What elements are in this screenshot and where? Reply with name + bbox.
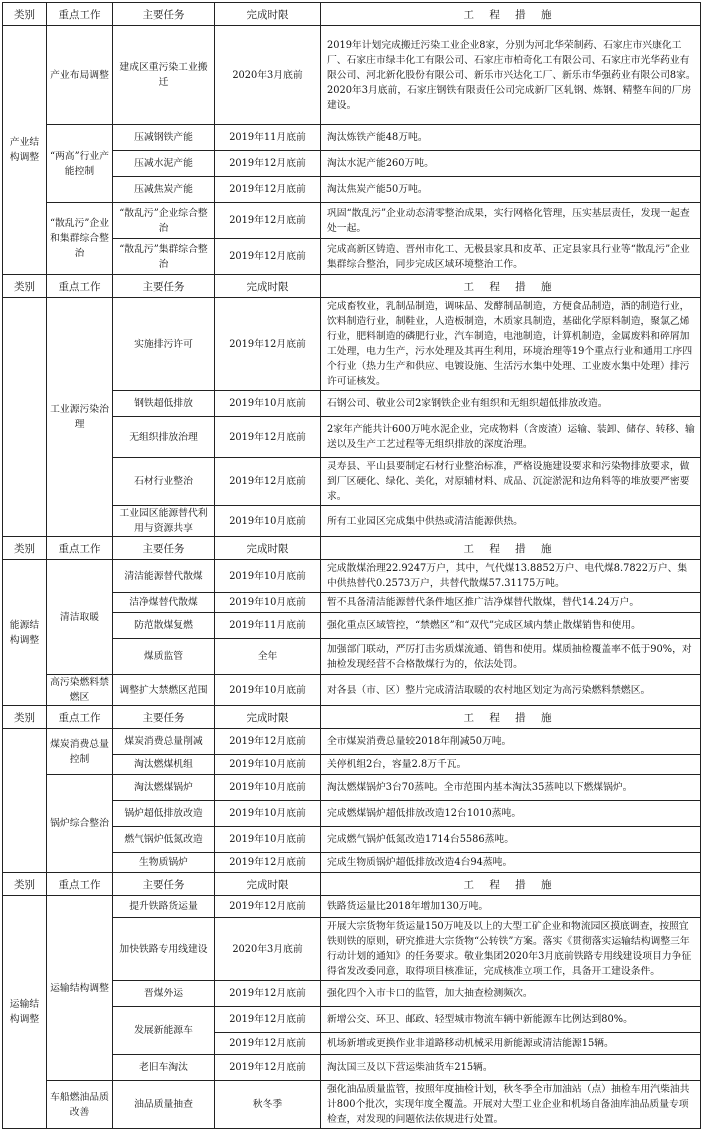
measures-cell: 石钢公司、敬业公司2家钢铁企业有组织和无组织超低排放改造。 bbox=[321, 391, 701, 417]
category-cell: 运输结构调整 bbox=[3, 896, 47, 1129]
deadline-cell: 2019年12月底前 bbox=[215, 177, 321, 203]
key-work-cell: 车船燃油品质改善 bbox=[47, 1081, 113, 1129]
table-row bbox=[3, 560, 701, 593]
task-cell: “散乱污”企业综合整治 bbox=[113, 203, 215, 239]
measures-cell: 完成畜牧业，乳制品制造，调味品、发酵制品制造，方便食品制造，酒的制造行业，饮料制造行业，制鞋业，人造板制造，木质家具制造，基础化学原料制造，聚氯乙烯行业，肥料制造的磷肥行业，汽车制造，电池制造，计算机制造，金属废料和碎屑加工处理，电力生产，污水处理及其再生利用，环境治理等19个重点行业和通用工序四个行业（热力生产和供应、电镀设施、生活污水集中处理、工业废水集中处理）排污许可证核发。 bbox=[321, 298, 701, 391]
table-row bbox=[3, 1081, 701, 1129]
column-header: 工 程 措 施 bbox=[321, 873, 701, 896]
table-header-row bbox=[3, 873, 701, 896]
table-header-row bbox=[3, 537, 701, 560]
key-work-cell: “两高”行业产能控制 bbox=[47, 125, 113, 203]
measures-cell: 淘汰国三及以下营运柴油货车215辆。 bbox=[321, 1055, 701, 1081]
deadline-cell: 2019年10月底前 bbox=[215, 391, 321, 417]
category-cell: 产业结构调整 bbox=[3, 26, 47, 275]
key-work-cell: 锅炉综合整治 bbox=[47, 775, 113, 873]
table-row bbox=[3, 675, 701, 706]
measures-cell: 开展大宗货物年货运量150万吨及以上的大型工矿企业和物流园区摸底调查，按照宜铁则铁的原则，研究推进大宗货物“公转铁”方案。落实《贯彻落实运输结构调整三年行动计划的通知》的任务要求。敬业集团2020年3月底前铁路专用线建设项目力争征得省发改委同意，取得项目核准证，完成核准立项工作，具备开工建设条件。 bbox=[321, 918, 701, 981]
measures-cell: 完成散煤治理22.9247万户，其中，气代煤13.8852万户、电代煤8.7822万户、集中供热替代0.2573万户，共替代散煤57.31175万吨。 bbox=[321, 560, 701, 593]
measures-cell: 新增公交、环卫、邮政、轻型城市物流车辆中新能源车比例达到80%。 bbox=[321, 1007, 701, 1033]
column-header: 重点工作 bbox=[47, 275, 113, 298]
task-cell: 老旧车淘汰 bbox=[113, 1055, 215, 1081]
measures-cell: 灵寿县、平山县要制定石材行业整治标准，严格设施建设要求和污染物排放要求，做到厂区硬化、绿化、美化，对原辅材料、成品、沉淀淤泥和边角料等的堆放要严密要求。 bbox=[321, 458, 701, 506]
deadline-cell: 2019年12月底前 bbox=[215, 458, 321, 506]
measures-cell: 完成高新区铸造、晋州市化工、无极县家具和皮革、正定县家具行业等“散乱污”企业集群综合整治，同步完成区域环境整治工作。 bbox=[321, 239, 701, 275]
deadline-cell: 全年 bbox=[215, 639, 321, 675]
column-header: 类别 bbox=[3, 537, 47, 560]
deadline-cell: 2019年12月底前 bbox=[215, 151, 321, 177]
category-cell bbox=[3, 729, 47, 873]
deadline-cell: 秋冬季 bbox=[215, 1081, 321, 1129]
deadline-cell: 2019年10月底前 bbox=[215, 827, 321, 853]
table-row bbox=[3, 729, 701, 755]
deadline-cell: 2019年12月底前 bbox=[215, 896, 321, 918]
table-row bbox=[3, 26, 701, 125]
column-header: 类别 bbox=[3, 873, 47, 896]
deadline-cell: 2019年12月底前 bbox=[215, 1007, 321, 1033]
deadline-cell: 2019年12月底前 bbox=[215, 203, 321, 239]
measures-cell: 暂不具备清洁能源替代条件地区推广洁净煤替代散煤，替代14.24万户。 bbox=[321, 593, 701, 613]
deadline-cell: 2019年10月底前 bbox=[215, 593, 321, 613]
measures-cell: 完成燃煤锅炉超低排放改造12台1010蒸吨。 bbox=[321, 801, 701, 827]
table-row bbox=[3, 896, 701, 918]
column-header: 主要任务 bbox=[113, 706, 215, 729]
task-cell: 建成区重污染工业搬迁 bbox=[113, 26, 215, 125]
column-header: 完成时限 bbox=[215, 706, 321, 729]
measures-cell: 完成燃气锅炉低氮改造1714台5586蒸吨。 bbox=[321, 827, 701, 853]
deadline-cell: 2019年12月底前 bbox=[215, 298, 321, 391]
key-work-cell: 煤炭消费总量控制 bbox=[47, 729, 113, 775]
key-work-cell: 工业源污染治理 bbox=[47, 298, 113, 537]
key-work-cell: 产业布局调整 bbox=[47, 26, 113, 125]
task-cell: 压减钢铁产能 bbox=[113, 125, 215, 151]
deadline-cell: 2019年10月底前 bbox=[215, 560, 321, 593]
measures-cell: 2019年计划完成搬迁污染工业企业8家，分别为河北华荣制药、石家庄市兴康化工厂、石家庄市绿丰化工有限公司、石家庄市柏奇化工有限公司、石家庄市光华药业有限公司、河北新化股份有限公司、新乐市兴达化工厂、新乐市华强药业有限公司8家。2020年3月底前，石家庄钢铁有限责任公司完成新厂区轧钢、炼钢、精整车间的厂房建设。 bbox=[321, 26, 701, 125]
deadline-cell: 2019年11月底前 bbox=[215, 613, 321, 639]
column-header: 重点工作 bbox=[47, 873, 113, 896]
task-cell: 油品质量抽查 bbox=[113, 1081, 215, 1129]
deadline-cell: 2019年12月底前 bbox=[215, 1033, 321, 1055]
measures-cell: 淘汰焦炭产能50万吨。 bbox=[321, 177, 701, 203]
measures-cell: 所有工业园区完成集中供热或清洁能源供热。 bbox=[321, 506, 701, 537]
deadline-cell: 2019年10月底前 bbox=[215, 755, 321, 775]
measures-cell: 机场新增或更换作业非道路移动机械采用新能源或清洁能源15辆。 bbox=[321, 1033, 701, 1055]
measures-cell: 巩固“散乱污”企业动态清零整治成果，实行网格化管理，压实基层责任，发现一起查处一起。 bbox=[321, 203, 701, 239]
deadline-cell: 2019年10月底前 bbox=[215, 675, 321, 706]
task-cell: 提升铁路货运量 bbox=[113, 896, 215, 918]
key-work-cell: 运输结构调整 bbox=[47, 896, 113, 1081]
deadline-cell: 2019年12月底前 bbox=[215, 853, 321, 873]
table-row bbox=[3, 203, 701, 239]
task-cell: 防范散煤复燃 bbox=[113, 613, 215, 639]
deadline-cell: 2019年10月底前 bbox=[215, 801, 321, 827]
task-cell: “散乱污”集群综合整治 bbox=[113, 239, 215, 275]
column-header: 类别 bbox=[3, 275, 47, 298]
task-cell: 煤炭消费总量削减 bbox=[113, 729, 215, 755]
task-cell: 煤质监管 bbox=[113, 639, 215, 675]
task-cell: 压减水泥产能 bbox=[113, 151, 215, 177]
column-header: 主要任务 bbox=[113, 3, 215, 26]
column-header: 类别 bbox=[3, 3, 47, 26]
deadline-cell: 2019年12月底前 bbox=[215, 981, 321, 1007]
column-header: 完成时限 bbox=[215, 873, 321, 896]
measures-cell: 强化四个入市卡口的监管，加大抽查检测频次。 bbox=[321, 981, 701, 1007]
measures-cell: 完成生物质锅炉超低排放改造4台94蒸吨。 bbox=[321, 853, 701, 873]
document-page bbox=[2, 2, 700, 1129]
task-cell: 晋煤外运 bbox=[113, 981, 215, 1007]
column-header: 类别 bbox=[3, 706, 47, 729]
measures-cell: 关停机组2台，容量2.8万千瓦。 bbox=[321, 755, 701, 775]
measures-cell: 铁路货运量比2018年增加130万吨。 bbox=[321, 896, 701, 918]
task-cell: 洁净煤替代散煤 bbox=[113, 593, 215, 613]
column-header: 工 程 措 施 bbox=[321, 706, 701, 729]
column-header: 重点工作 bbox=[47, 3, 113, 26]
task-cell: 钢铁超低排放 bbox=[113, 391, 215, 417]
column-header: 主要任务 bbox=[113, 537, 215, 560]
measures-cell: 加强部门联动，严厉打击劣质煤流通、销售和使用。煤质抽检覆盖率不低于90%，对抽检发现经营不合格散煤行为的，依法处罚。 bbox=[321, 639, 701, 675]
task-cell: 加快铁路专用线建设 bbox=[113, 918, 215, 981]
column-header: 完成时限 bbox=[215, 3, 321, 26]
column-header: 工 程 措 施 bbox=[321, 275, 701, 298]
column-header: 完成时限 bbox=[215, 275, 321, 298]
measures-cell: 强化油品质量监管，按照年度抽检计划，秋冬季全市加油站（点）抽检车用汽柴油共计800个批次，实现年度全覆盖。开展对大型工业企业和机场自备油库油品质量专项检查，对发现的问题依法依规进行处置。 bbox=[321, 1081, 701, 1129]
column-header: 主要任务 bbox=[113, 275, 215, 298]
measures-cell: 全市煤炭消费总量较2018年削减50万吨。 bbox=[321, 729, 701, 755]
deadline-cell: 2019年10月底前 bbox=[215, 506, 321, 537]
task-cell: 工业园区能源替代利用与资源共享 bbox=[113, 506, 215, 537]
measures-cell: 淘汰燃煤锅炉3台70蒸吨。全市范围内基本淘汰35蒸吨以下燃煤锅炉。 bbox=[321, 775, 701, 801]
table-header-row bbox=[3, 3, 701, 26]
measures-cell: 淘汰炼铁产能48万吨。 bbox=[321, 125, 701, 151]
deadline-cell: 2020年3月底前 bbox=[215, 26, 321, 125]
deadline-cell: 2020年3月底前 bbox=[215, 918, 321, 981]
task-cell: 淘汰燃煤机组 bbox=[113, 755, 215, 775]
table-row bbox=[3, 125, 701, 151]
task-cell: 压减焦炭产能 bbox=[113, 177, 215, 203]
key-work-cell: “散乱污”企业和集群综合整治 bbox=[47, 203, 113, 275]
measures-table bbox=[2, 2, 701, 1129]
column-header: 重点工作 bbox=[47, 706, 113, 729]
task-cell: 发展新能源车 bbox=[113, 1007, 215, 1055]
column-header: 主要任务 bbox=[113, 873, 215, 896]
table-header-row bbox=[3, 706, 701, 729]
task-cell: 生物质锅炉 bbox=[113, 853, 215, 873]
key-work-cell: 高污染燃料禁燃区 bbox=[47, 675, 113, 706]
deadline-cell: 2019年12月底前 bbox=[215, 417, 321, 458]
measures-cell: 2家年产能共计600万吨水泥企业，完成物料（含废渣）运输、装卸、储存、转移、输送以及生产工艺过程等无组织排放的深度治理。 bbox=[321, 417, 701, 458]
task-cell: 无组织排放治理 bbox=[113, 417, 215, 458]
category-cell bbox=[3, 298, 47, 537]
measures-cell: 淘汰水泥产能260万吨。 bbox=[321, 151, 701, 177]
deadline-cell: 2019年12月底前 bbox=[215, 1055, 321, 1081]
key-work-cell: 清洁取暖 bbox=[47, 560, 113, 675]
task-cell: 燃气锅炉低氮改造 bbox=[113, 827, 215, 853]
deadline-cell: 2019年12月底前 bbox=[215, 239, 321, 275]
deadline-cell: 2019年12月底前 bbox=[215, 729, 321, 755]
task-cell: 清洁能源替代散煤 bbox=[113, 560, 215, 593]
task-cell: 锅炉超低排放改造 bbox=[113, 801, 215, 827]
task-cell: 调整扩大禁燃区范围 bbox=[113, 675, 215, 706]
task-cell: 石材行业整治 bbox=[113, 458, 215, 506]
category-cell: 能源结构调整 bbox=[3, 560, 47, 706]
column-header: 工 程 措 施 bbox=[321, 3, 701, 26]
table-header-row bbox=[3, 275, 701, 298]
column-header: 重点工作 bbox=[47, 537, 113, 560]
column-header: 完成时限 bbox=[215, 537, 321, 560]
measures-cell: 对各县（市、区）整片完成清洁取暖的农村地区划定为高污染燃料禁燃区。 bbox=[321, 675, 701, 706]
table-row bbox=[3, 298, 701, 391]
deadline-cell: 2019年11月底前 bbox=[215, 125, 321, 151]
table-row bbox=[3, 775, 701, 801]
deadline-cell: 2019年10月底前 bbox=[215, 775, 321, 801]
column-header: 工 程 措 施 bbox=[321, 537, 701, 560]
task-cell: 实施排污许可 bbox=[113, 298, 215, 391]
measures-cell: 强化重点区域管控，“禁燃区”和“双代”完成区域内禁止散煤销售和使用。 bbox=[321, 613, 701, 639]
task-cell: 淘汰燃煤锅炉 bbox=[113, 775, 215, 801]
